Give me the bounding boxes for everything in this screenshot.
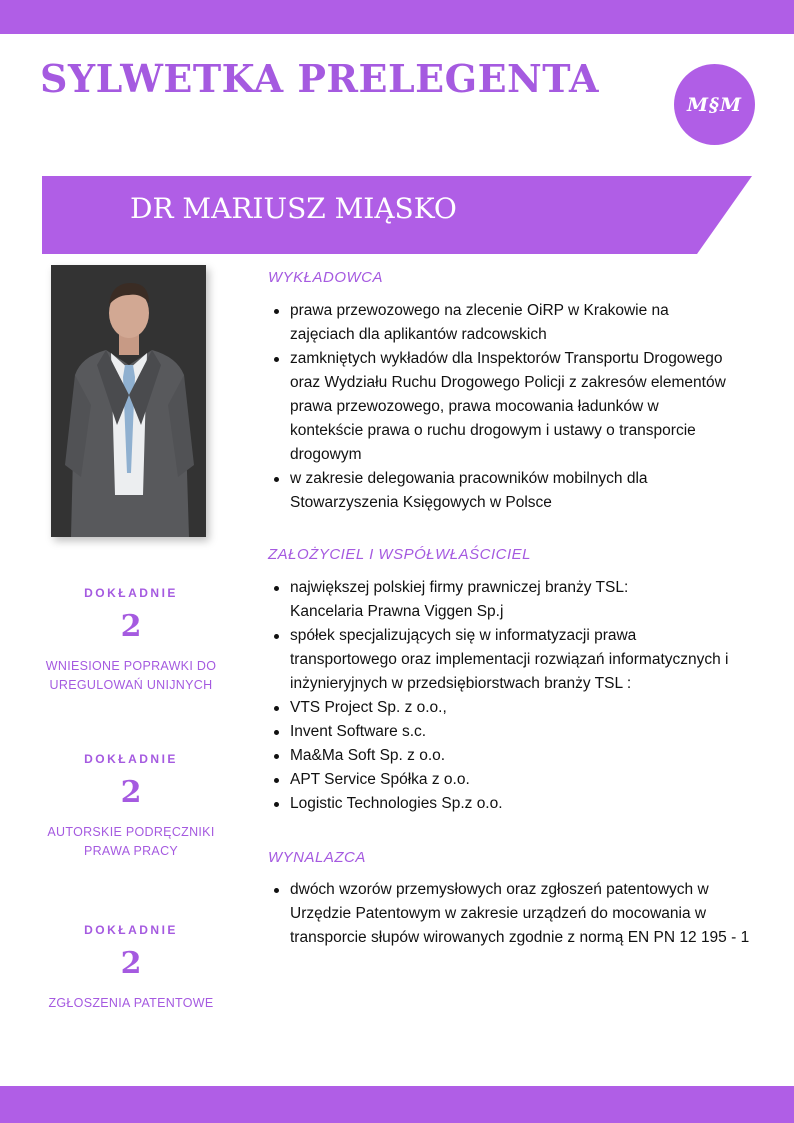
list-item [272, 720, 729, 744]
speaker-name-banner [42, 176, 752, 254]
page-title: SYLWETKA PRELEGENTA [40, 56, 599, 101]
list-item-line: APT Service Spółka z o.o. [290, 771, 470, 788]
list-item [272, 624, 729, 696]
stat-number: 2 [120, 946, 142, 981]
speaker-portrait [51, 265, 206, 537]
list-item-line: Ma&Ma Soft Sp. z o.o. [290, 747, 446, 764]
list-item [272, 347, 726, 467]
stat-block-handbooks [40, 752, 222, 861]
stat-description [40, 657, 222, 695]
list-item-line: transportowego oraz implementacji rozwiązań informatycznych i [290, 651, 729, 668]
list-item-line: Kancelaria Prawna Viggen Sp.j [290, 603, 504, 620]
stat-number: 2 [120, 609, 142, 644]
list-item-line: prawa przewozowego na zlecenie OiRP w Krakowie na [290, 302, 669, 319]
list-item [272, 299, 726, 347]
stat-description-line: PRAWA PRACY [83, 844, 179, 858]
speaker-photo [51, 265, 206, 537]
stat-description-line: UREGULOWAŃ UNIJNYCH [49, 678, 213, 692]
list-item-line: oraz Wydziału Ruchu Drogowego Policji z zakresów elementów [290, 374, 726, 391]
list-item [272, 744, 729, 768]
logo-text: M§M [687, 93, 742, 116]
list-item-line: kontekście prawa o ruchu drogowym i ustawy o transporcie [290, 422, 696, 439]
stat-description [40, 994, 222, 1013]
list-item [272, 878, 749, 950]
list-item-line: VTS Project Sp. z o.o., [290, 699, 447, 716]
stat-block-patents [40, 923, 222, 1013]
list-item-line: w zakresie delegowania pracowników mobilnych dla [290, 470, 648, 487]
stat-kicker: DOKŁADNIE [84, 923, 178, 937]
list-item-line: największej polskiej firmy prawniczej branży TSL: [290, 579, 629, 596]
top-accent-bar [0, 0, 794, 34]
stat-description-line: ZGŁOSZENIA PATENTOWE [48, 996, 214, 1010]
stat-number: 2 [120, 775, 142, 810]
list-item-line: Logistic Technologies Sp.z o.o. [290, 795, 503, 812]
list-item-line: zamkniętych wykładów dla Inspektorów Transportu Drogowego [290, 350, 723, 367]
list-item [272, 792, 729, 816]
stat-kicker: DOKŁADNIE [84, 752, 178, 766]
list-item-line: Stowarzyszenia Księgowych w Polsce [290, 494, 552, 511]
list-item-line: Urzędzie Patentowym w zakresie urządzeń do mocowania w [290, 905, 707, 922]
section-heading-inventor: WYNALAZCA [268, 849, 366, 866]
list-item-line: drogowym [290, 446, 362, 463]
section-heading-lecturer: WYKŁADOWCA [268, 269, 384, 286]
inventor-list [272, 878, 749, 950]
speaker-name: DR MARIUSZ MIĄSKO [130, 192, 457, 225]
brand-logo [674, 64, 755, 145]
list-item [272, 467, 726, 515]
stat-block-amendments [40, 586, 222, 695]
lecturer-list [272, 299, 726, 515]
list-item-line: dwóch wzorów przemysłowych oraz zgłoszeń patentowych w [290, 881, 709, 898]
list-item-line: prawa przewozowego, prawa mocowania ładunków w [290, 398, 659, 415]
section-heading-founder: ZAŁOŻYCIEL I WSPÓŁWŁAŚCICIEL [268, 546, 531, 563]
list-item-line: transporcie słupów wirowanych zgodnie z normą EN PN 12 195 - 1 [290, 929, 750, 946]
list-item-line: Invent Software s.c. [290, 723, 427, 740]
founder-list [272, 576, 729, 816]
bottom-accent-bar [0, 1086, 794, 1123]
list-item [272, 576, 729, 624]
stat-kicker: DOKŁADNIE [84, 586, 178, 600]
stat-description-line: AUTORSKIE PODRĘCZNIKI [47, 825, 215, 839]
list-item-line: inżynieryjnych w przedsiębiorstwach branży TSL : [290, 675, 632, 692]
list-item-line: zajęciach dla aplikantów radcowskich [290, 326, 547, 343]
list-item-line: spółek specjalizujących się w informatyzacji prawa [290, 627, 637, 644]
list-item [272, 768, 729, 792]
stat-description [40, 823, 222, 861]
stat-description-line: WNIESIONE POPRAWKI DO [45, 659, 217, 673]
list-item [272, 696, 729, 720]
